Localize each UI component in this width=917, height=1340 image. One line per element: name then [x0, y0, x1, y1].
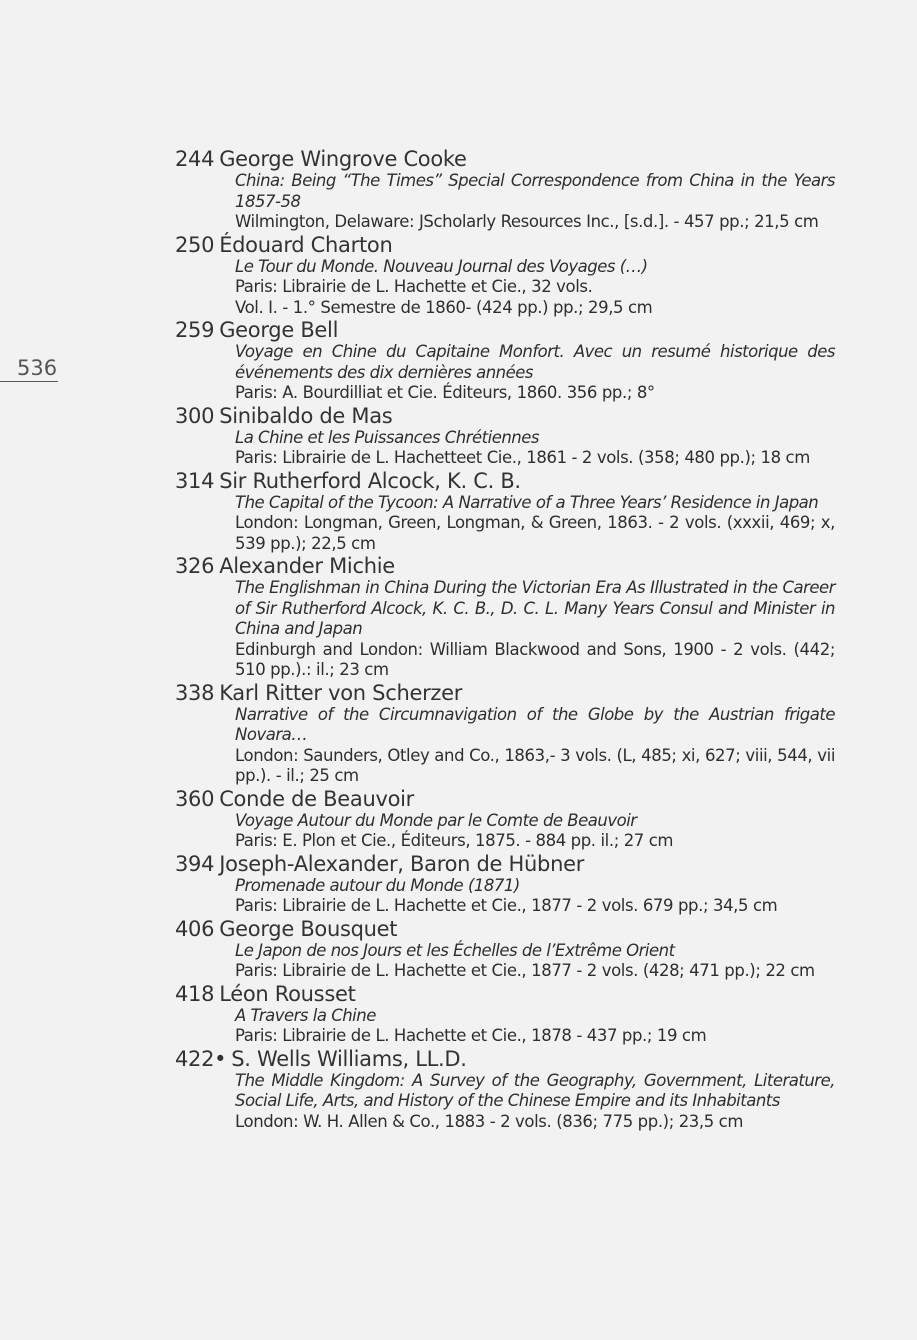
entry-body [175, 1071, 835, 1133]
bibliography-entry [175, 852, 835, 917]
bibliography-entry [175, 917, 835, 982]
entry-title: Narrative of the Circumnavigation of the Globe by the Austrian frigate Novara… [235, 704, 835, 744]
entry-heading [175, 469, 835, 493]
entry-heading [175, 917, 835, 941]
entry-author: Sinibaldo de Mas [219, 403, 393, 428]
entry-title: La Chine et les Puissances Chrétiennes [235, 427, 540, 447]
entry-title: The Middle Kingdom: A Survey of the Geography, Government, Literature, Social Life, Arts, and History of the Chinese Empire and its Inhabitants [235, 1070, 835, 1110]
entry-number: 250 [175, 232, 215, 257]
entry-imprint: London: Longman, Green, Longman, & Green, 1863. - 2 vols. (xxxii, 469; x, 539 pp.); 22,5 cm [235, 513, 835, 553]
bibliography-entry [175, 681, 835, 787]
bibliography-entry [175, 554, 835, 681]
entry-title: The Capital of the Tycoon: A Narrative of a Three Years’ Residence in Japan [235, 492, 819, 512]
bibliography-entry [175, 469, 835, 555]
entry-body [175, 342, 835, 404]
bibliography-entry [175, 318, 835, 404]
entry-title: A Travers la Chine [235, 1005, 376, 1025]
entry-body [175, 493, 835, 555]
entry-heading [175, 233, 835, 257]
entry-body [175, 257, 835, 319]
entry-body [175, 705, 835, 787]
entry-heading [175, 1047, 835, 1071]
entry-heading [175, 852, 835, 876]
bibliography-entry [175, 1047, 835, 1133]
bibliography-entry [175, 147, 835, 233]
entry-body [175, 876, 835, 917]
entry-author: George Bousquet [219, 916, 398, 941]
entry-author: Joseph-Alexander, Baron de Hübner [219, 851, 585, 876]
entry-title: The Englishman in China During the Victorian Era As Illustrated in the Career of Sir Rutherford Alcock, K. C. B., D. C. L. Many Years Consul and Minister in China and Japan [235, 578, 835, 638]
entry-number: 406 [175, 916, 215, 941]
entry-number: 394 [175, 851, 215, 876]
entry-number: 326 [175, 554, 215, 578]
entry-title: Promenade autour du Monde (1871) [235, 875, 520, 895]
entry-title: Le Tour du Monde. Nouveau Journal des Voyages (…) [235, 256, 648, 276]
entry-number: 338 [175, 680, 215, 705]
entry-title: China: Being “The Times” Special Correspondence from China in the Years 1857-58 [235, 171, 835, 211]
entry-imprint: Paris: Librairie de L. Hachette et Cie., 32 vols. [235, 277, 593, 296]
entry-imprint: Paris: Librairie de L. Hachette et Cie., 1878 - 437 pp.; 19 cm [235, 1026, 707, 1045]
entry-body [175, 171, 835, 233]
entry-imprint: London: Saunders, Otley and Co., 1863,- 3 vols. (L, 485; xi, 627; viii, 544, vii pp.). - il.; 25 cm [235, 745, 835, 785]
bibliography-list [175, 147, 835, 1132]
entry-author: S. Wells Williams, LL.D. [231, 1046, 467, 1071]
entry-number: 244 [175, 147, 215, 171]
entry-author: Sir Rutherford Alcock, K. C. B. [219, 468, 521, 493]
entry-number: 259 [175, 318, 215, 342]
entry-number: 360 [175, 786, 215, 811]
entry-heading [175, 982, 835, 1006]
entry-heading [175, 554, 835, 578]
entry-title: Voyage en Chine du Capitaine Monfort. Avec un resumé historique des événements des dix dernières années [235, 342, 835, 382]
entry-author: Alexander Michie [219, 554, 395, 578]
entry-body [175, 941, 835, 982]
entry-imprint: Paris: E. Plon et Cie., Éditeurs, 1875. - 884 pp. il.; 27 cm [235, 831, 674, 850]
entry-imprint: London: W. H. Allen & Co., 1883 - 2 vols. (836; 775 pp.); 23,5 cm [235, 1111, 744, 1131]
entry-imprint: Paris: A. Bourdilliat et Cie. Éditeurs, 1860. 356 pp.; 8° [235, 383, 655, 402]
page-number-rule [0, 381, 58, 382]
bibliography-entry [175, 982, 835, 1047]
entry-number: 300 [175, 403, 215, 428]
entry-body [175, 578, 835, 681]
entry-author: Karl Ritter von Scherzer [219, 680, 463, 705]
bibliography-entry [175, 233, 835, 319]
entry-imprint: Paris: Librairie de L. Hachette et Cie., 1877 - 2 vols. (428; 471 pp.); 22 cm [235, 961, 815, 980]
entry-author: Édouard Charton [219, 232, 393, 257]
entry-body [175, 1006, 835, 1047]
entry-imprint: Paris: Librairie de L. Hachetteet Cie., 1861 - 2 vols. (358; 480 pp.); 18 cm [235, 448, 810, 467]
bibliography-entry [175, 787, 835, 852]
entry-heading [175, 147, 835, 171]
entry-volume-note: Vol. I. - 1.° Semestre de 1860- (424 pp.) pp.; 29,5 cm [235, 297, 653, 317]
entry-author: Léon Rousset [219, 981, 356, 1006]
entry-imprint: Wilmington, Delaware: JScholarly Resources Inc., [s.d.]. - 457 pp.; 21,5 cm [235, 212, 819, 231]
entry-heading [175, 404, 835, 428]
entry-title: Le Japon de nos Jours et les Échelles de l’Extrême Orient [235, 940, 675, 960]
entry-imprint: Edinburgh and London: William Blackwood and Sons, 1900 - 2 vols. (442; 510 pp.).: il.; 23 cm [235, 639, 835, 679]
entry-title: Voyage Autour du Monde par le Comte de Beauvoir [235, 810, 637, 830]
page-number: 536 [17, 356, 58, 380]
bibliography-entry [175, 404, 835, 469]
entry-imprint: Paris: Librairie de L. Hachette et Cie., 1877 - 2 vols. 679 pp.; 34,5 cm [235, 896, 778, 915]
entry-heading [175, 787, 835, 811]
entry-heading [175, 681, 835, 705]
entry-author: Conde de Beauvoir [219, 786, 415, 811]
entry-author: George Wingrove Cooke [219, 147, 467, 171]
entry-number: 314 [175, 468, 215, 493]
entry-number: 422• [175, 1046, 227, 1071]
entry-body [175, 811, 835, 852]
entry-heading [175, 318, 835, 342]
entry-number: 418 [175, 981, 215, 1006]
entry-author: George Bell [219, 318, 339, 342]
entry-body [175, 428, 835, 469]
